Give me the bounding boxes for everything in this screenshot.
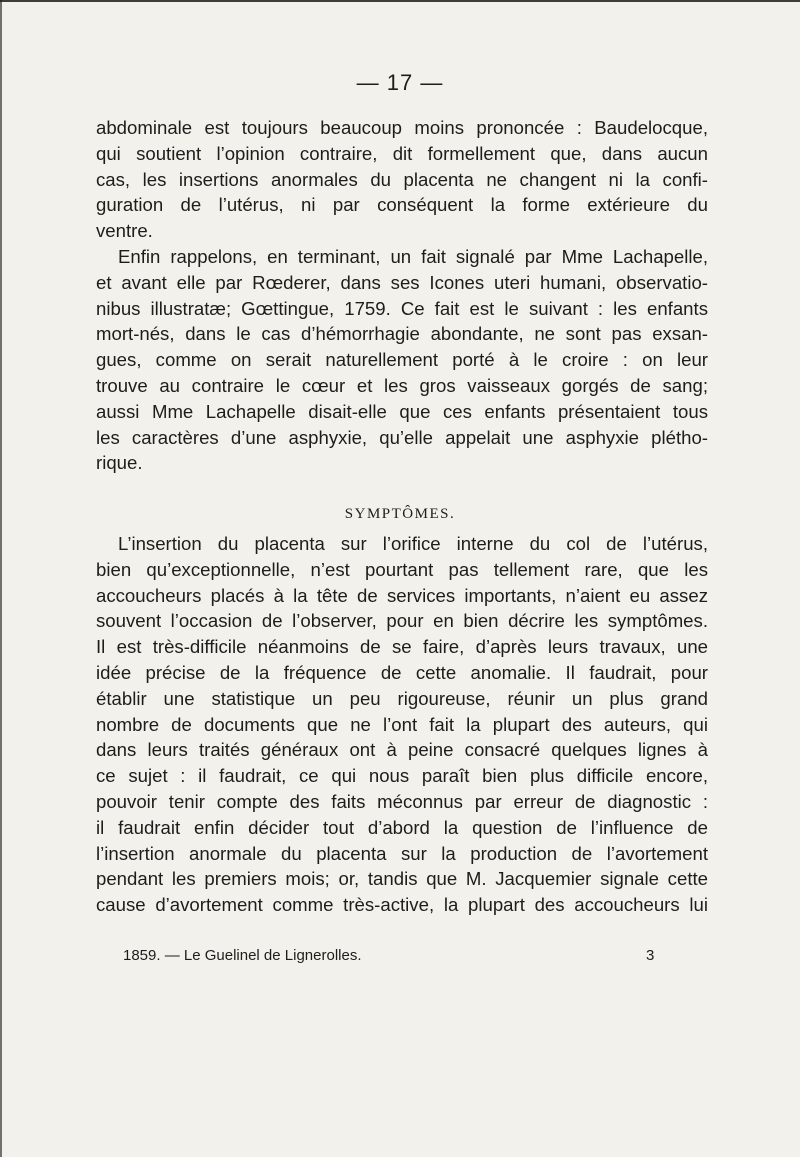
- paragraph-line: abdominale est toujours beaucoup moins prononcée : Baudelocque,: [96, 117, 708, 138]
- paragraph-line: trouve au contraire le cœur et les gros vaisseaux gorgés de sang;: [96, 374, 708, 396]
- paragraph-line: guration de l’utérus, ni par conséquent la forme extérieure du: [96, 194, 708, 216]
- paragraph-line: l’insertion anormale du placenta sur la production de l’avortement: [96, 842, 708, 864]
- paragraph-line: nibus illustratæ; Gœttingue, 1759. Ce fait est le suivant : les enfants: [96, 297, 708, 319]
- paragraph-line: Il est très-difficile néanmoins de se faire, d’après leurs travaux, une: [96, 636, 708, 658]
- section-heading: SYMPTÔMES.: [344, 506, 456, 522]
- lower-text-block: [96, 531, 708, 918]
- paragraph-line: ventre.: [96, 220, 153, 242]
- scan-edge-left: [0, 0, 2, 1157]
- paragraph-1: [96, 115, 708, 244]
- paragraph-line: dans leurs traités généraux ont à peine consacré quelques lignes à: [96, 739, 708, 761]
- paragraph-line: gues, comme on serait naturellement porté à le croire : on leur: [96, 349, 708, 371]
- paragraph-line: qui soutient l’opinion contraire, dit formellement que, dans aucun: [96, 142, 708, 164]
- paragraph-line: mort-nés, dans le cas d’hémorrhagie abondante, ne sont pas exsan-: [96, 323, 708, 345]
- paragraph-line: rique.: [96, 452, 143, 474]
- paragraph-line: établir une statistique un peu rigoureuse, réunir un plus grand: [96, 687, 708, 709]
- paragraph-line: pendant les premiers mois; or, tandis que M. Jacquemier signale cette: [96, 868, 708, 890]
- page-number: — 17 —: [356, 70, 444, 95]
- footer-signature-mark: 3: [646, 947, 655, 964]
- paragraph-line: cause d’avortement comme très-active, la plupart des accoucheurs lui: [96, 894, 708, 916]
- paragraph-line: et avant elle par Rœderer, dans ses Icones uteri humani, observatio-: [96, 271, 708, 293]
- paragraph-line: il faudrait enfin décider tout d’abord la question de l’influence de: [96, 816, 708, 838]
- paragraph-line: idée précise de la fréquence de cette anomalie. Il faudrait, pour: [96, 661, 708, 683]
- paragraph-line: L’insertion du placenta sur l’orifice interne du col de l’utérus,: [118, 533, 708, 554]
- paragraph-line: ce sujet : il faudrait, ce qui nous paraît bien plus difficile encore,: [96, 765, 708, 787]
- paragraph-2: [96, 244, 708, 476]
- paragraph-line: bien qu’exceptionnelle, n’est pourtant pas tellement rare, que les: [96, 558, 708, 580]
- paragraph-line: aussi Mme Lachapelle disait-elle que ces enfants présentaient tous: [96, 400, 708, 422]
- upper-text-block: [96, 115, 708, 476]
- paragraph-line: cas, les insertions anormales du placenta ne changent ni la confi-: [96, 168, 708, 190]
- paragraph-line: pouvoir tenir compte des faits méconnus par erreur de diagnostic :: [96, 790, 708, 812]
- paragraph-line: les caractères d’une asphyxie, qu’elle appelait une asphyxie plétho-: [96, 426, 708, 448]
- scan-edge-top: [0, 0, 800, 2]
- paragraph-line: Enfin rappelons, en terminant, un fait signalé par Mme Lachapelle,: [118, 245, 708, 267]
- footer-signature: 1859. — Le Guelinel de Lignerolles.: [123, 947, 362, 964]
- paragraph-line: nombre de documents que ne l’ont fait la plupart des auteurs, qui: [96, 713, 708, 735]
- paragraph-line: souvent l’occasion de l’observer, pour en bien décrire les symptômes.: [96, 610, 708, 632]
- paragraph-3: [96, 531, 708, 918]
- paragraph-line: accoucheurs placés à la tête de services importants, n’aient eu assez: [96, 584, 708, 606]
